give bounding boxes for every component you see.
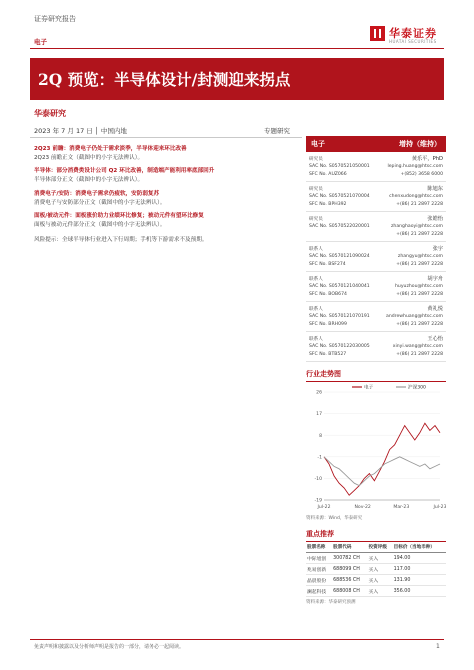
section-text: 2Q23 前瞻正文（截图中的小字无法辨认）。	[34, 154, 144, 161]
col-header: 目标价（当地币种）	[393, 542, 446, 553]
report-date: 2023 年 7 月 17 日 │ 中国内地	[34, 127, 127, 135]
x-tick-label: Jul-22	[317, 505, 331, 510]
table-cell: 300782 CH	[332, 553, 367, 564]
table-header-row	[306, 542, 446, 553]
series-line-0	[324, 423, 440, 495]
analyst-sfc: SFC No. BSF274	[309, 262, 346, 267]
trend-chart-svg	[306, 382, 446, 514]
section-panel-passive	[34, 212, 300, 229]
analyst-sac: SAC No. S0570521050001	[309, 164, 370, 169]
analyst-sfc: SFC No. BTB527	[309, 352, 347, 357]
y-tick-label: 26	[316, 390, 322, 396]
table-cell: 晶晨股份	[306, 575, 332, 586]
col-header: 股票名称	[306, 542, 332, 553]
title-banner	[30, 58, 444, 100]
section-text: 半导体部分正文（截图中的小字无法辨认）。	[34, 177, 144, 184]
analyst-name: 王心怡	[427, 336, 443, 342]
section-text: 消费电子与安防部分正文（截图中的小字无法辨认）。	[34, 199, 166, 206]
report-title: 2Q 预览：半导体设计/封测迎来拐点	[38, 70, 291, 89]
analyst-phone: +(852) 3658 6000	[400, 172, 443, 177]
section-heading: 半导体：部分消费类设计公司 Q2 环比改善，制造端产能利用率底部回升	[34, 168, 215, 175]
legend-label: 电子	[364, 385, 374, 391]
analyst-name: 张宇	[432, 246, 443, 252]
table-cell: 117.00	[393, 564, 446, 575]
analyst-phone: +(86) 21 2897 2228	[396, 322, 443, 327]
table-cell: 买入	[368, 586, 393, 597]
col-header: 投资评级	[368, 542, 393, 553]
table-source: 资料来源：华泰研究预测	[306, 600, 356, 605]
table-cell: 澜起科技	[306, 586, 332, 597]
analyst-phone: +(86) 21 2897 2228	[396, 202, 443, 207]
page-number: 1	[436, 643, 440, 650]
table-cell: 中际旭创	[306, 553, 332, 564]
section-heading: 面板/被动元件：面板涨价助力业绩环比修复；被动元件有望环比修复	[34, 213, 204, 220]
analyst-entry	[306, 212, 446, 242]
industry-label: 电子	[34, 38, 47, 46]
analyst-email[interactable]: zhangyu@htsc.com	[397, 254, 443, 259]
analyst-sac: SAC No. S0570121070191	[309, 314, 370, 319]
analyst-entry	[306, 242, 446, 272]
logo-text-cn: 华泰证券	[389, 27, 437, 40]
table-cell: 688536 CH	[332, 575, 367, 586]
rating-header	[306, 136, 446, 152]
main-body	[34, 145, 300, 243]
analyst-name: 黄乐平，PhD	[411, 156, 443, 162]
analyst-role: 联系人	[309, 247, 323, 252]
table-cell: 688099 CH	[332, 564, 367, 575]
analyst-role: 联系人	[309, 337, 323, 342]
recommendation-table	[306, 542, 446, 597]
table-row	[306, 586, 446, 597]
analyst-sac: SAC No. S0570122030005	[309, 344, 370, 349]
analyst-role: 联系人	[309, 307, 323, 312]
analyst-sac: SAC No. S0570121040041	[309, 284, 370, 289]
analyst-phone: +(86) 21 2897 2228	[396, 232, 443, 237]
analyst-phone: +(86) 21 2897 2228	[396, 352, 443, 357]
x-tick-label: Nov-22	[354, 505, 371, 510]
analyst-role: 研究员	[309, 217, 323, 222]
analyst-phone: +(86) 21 2897 2228	[396, 292, 443, 297]
section-heading: 2Q23 前瞻：消费电子仍处于需求淡季，半导体迎来环比改善	[34, 146, 187, 152]
table-cell: 买入	[368, 575, 393, 586]
analyst-sfc: SFC No. AUZ066	[309, 172, 347, 177]
analyst-sac: SAC No. S0570521070004	[309, 194, 370, 199]
table-row	[306, 564, 446, 575]
report-category: 专题研究	[264, 127, 290, 135]
meta-divider	[30, 137, 302, 138]
analyst-sfc: SFC No. BOB674	[309, 292, 347, 297]
analyst-sfc: SFC No. BRH099	[309, 322, 347, 327]
section-semiconductor	[34, 167, 300, 184]
table-row	[306, 553, 446, 564]
table-cell: 688008 CH	[332, 586, 367, 597]
industry-trend-chart	[306, 382, 446, 514]
table-cell: 194.00	[393, 553, 446, 564]
analyst-email[interactable]: chenxudong@htsc.com	[389, 194, 443, 199]
analyst-role: 研究员	[309, 187, 323, 192]
org-name: 华泰研究	[34, 109, 66, 118]
analyst-sfc: SFC No. BPH392	[309, 202, 347, 207]
y-tick-label: 8	[319, 433, 322, 439]
chart-source: 资料来源：Wind，华泰研究	[306, 516, 363, 521]
y-tick-label: -10	[314, 477, 322, 482]
section-consumer-security	[34, 190, 300, 207]
sidebar	[306, 136, 446, 605]
table-cell: 兆易创新	[306, 564, 332, 575]
risk-warning: 风险提示：全球半导体行业进入下行周期；手机等下游需求不及预期。	[34, 236, 208, 243]
huatai-logo	[370, 24, 450, 50]
analyst-name: 陈旭东	[427, 186, 443, 192]
x-tick-label: Jul-23	[433, 505, 446, 510]
analyst-phone: +(86) 21 2897 2228	[396, 262, 443, 267]
analyst-role: 研究员	[309, 157, 323, 162]
analyst-list	[306, 152, 446, 362]
analyst-email[interactable]: huyuzhou@htsc.com	[395, 284, 443, 289]
table-row	[306, 575, 446, 586]
table-cell: 买入	[368, 564, 393, 575]
analyst-entry	[306, 272, 446, 302]
analyst-email[interactable]: zhanghaoyi@htsc.com	[391, 224, 443, 229]
table-cell: 买入	[368, 553, 393, 564]
y-tick-label: 17	[316, 412, 322, 418]
table-title: 重点推荐	[306, 529, 446, 542]
x-tick-label: Mar-23	[393, 505, 410, 510]
series-line-1	[324, 457, 440, 486]
table-cell: 131.90	[393, 575, 446, 586]
section-2q23-preview	[34, 145, 300, 162]
rating-value: 增持（维持）	[399, 140, 441, 148]
analyst-email[interactable]: andrewhuang@htsc.com	[386, 314, 443, 319]
footer-divider	[30, 639, 444, 640]
logo-mark-icon	[370, 26, 385, 41]
analyst-name: 张皓怡	[427, 216, 443, 222]
analyst-role: 联系人	[309, 277, 323, 282]
analyst-email[interactable]: xinyi.wang@htsc.com	[392, 344, 443, 349]
logo-text-en: HUATAI SECURITIES	[389, 39, 437, 44]
rating-industry: 电子	[311, 140, 325, 148]
chart-title: 行业走势图	[306, 369, 446, 382]
y-tick-label: -19	[314, 498, 322, 504]
analyst-name: 胡宇舟	[427, 276, 443, 282]
analyst-entry	[306, 182, 446, 212]
analyst-sac: SAC No. S0570522020001	[309, 224, 370, 229]
disclaimer-note: 免责声明和披露以及分析师声明是报告的一部分，请务必一起阅读。	[34, 644, 185, 650]
analyst-email[interactable]: leping.huang@htsc.com	[387, 164, 443, 169]
analyst-name: 黄礼悦	[427, 306, 443, 312]
table-cell: 356.00	[393, 586, 446, 597]
legend-label: 沪深300	[408, 385, 426, 391]
analyst-sac: SAC No. S0570121090024	[309, 254, 370, 259]
header-divider	[30, 48, 444, 49]
section-text: 面板与被动元件部分正文（截图中的小字无法辨认）。	[34, 221, 166, 228]
report-type-label: 证券研究报告	[34, 15, 76, 23]
y-tick-label: -1	[317, 455, 322, 461]
analyst-entry	[306, 302, 446, 332]
section-heading: 消费电子/安防：消费电子需求仍疲软，安防弱复苏	[34, 190, 160, 197]
analyst-entry	[306, 152, 446, 182]
analyst-entry	[306, 332, 446, 362]
table-body	[306, 553, 446, 597]
col-header: 股票代码	[332, 542, 367, 553]
